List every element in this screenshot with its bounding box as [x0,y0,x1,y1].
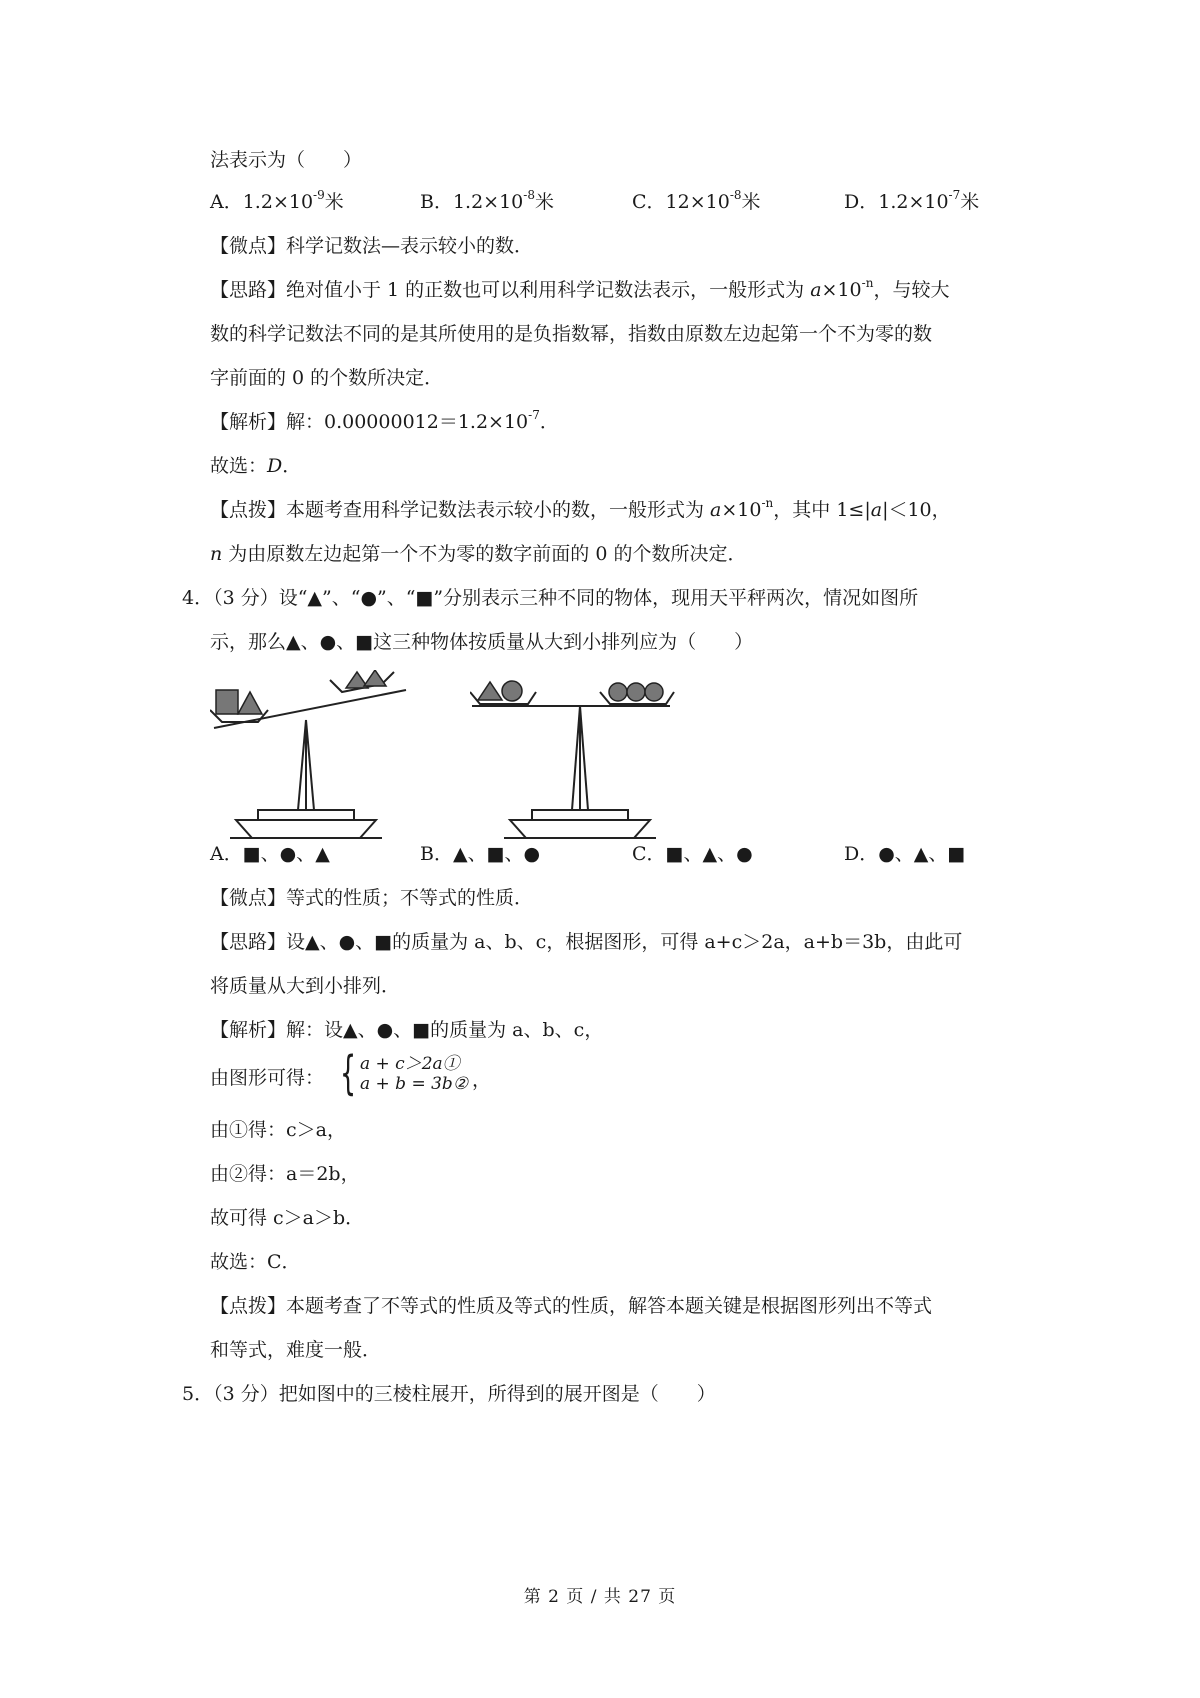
q4-weidian: 【微点】等式的性质；不等式的性质． [210,887,534,909]
q5-stem: 5．（3 分）把如图中的三棱柱展开，所得到的展开图是（ ） [182,1383,716,1405]
q4-stem-line1: 4．（3 分）设“▲”、“●”、“■”分别表示三种不同的物体，现用天平秤两次，情况如图所 [182,587,919,609]
q4-system-eq1: a + c＞2a① [360,1054,460,1074]
q4-stem-line2: 示，那么▲、●、■这三种物体按质量从大到小排列应为（ ） [210,631,754,653]
q4-system-label: 由图形可得： [210,1067,325,1089]
q4-option-a: A．■、●、▲ [210,843,330,865]
square-weight [216,690,238,714]
circle-weight [609,683,627,701]
q4-dianbo-line1: 【点拨】本题考查了不等式的性质及等式的性质，解答本题关键是根据图形列出不等式 [210,1295,933,1317]
q4-option-d: D．●、▲、■ [844,843,966,865]
q4-dianbo-line2: 和等式，难度一般． [210,1339,382,1361]
q3-option-c: C．$12\times 10^{-8}$米 [632,188,761,213]
q4-step3: 故可得 c＞a＞b． [210,1207,365,1229]
circle-weight [627,683,645,701]
q3-silu-line2: 数的科学记数法不同的是其所使用的是负指数幂，指数由原数左边起第一个不为零的数 [210,323,933,345]
q3-option-b: B．$1.2\times 10^{-8}$米 [420,188,554,213]
triangle-weight [478,682,502,700]
q3-weidian: 【微点】科学记数法—表示较小的数． [210,235,534,257]
q4-guxuan: 故选：C． [210,1251,301,1273]
q4-silu-line1: 【思路】设▲、●、■的质量为 a、b、c，根据图形，可得 a+c＞2a，a+b＝3b，由此可 [210,931,963,953]
q3-stem-tail: 法表示为（ ） [210,149,363,171]
q3-dianbo-line1: 【点拨】本题考查用科学记数法表示较小的数，一般形式为 $a\times 10^{-n}$，其中 1≤|a|＜10， [210,496,951,521]
circle-weight [645,683,663,701]
q3-silu-line3: 字前面的 0 的个数所决定． [210,367,444,389]
q4-option-c: C．■、▲、● [632,843,753,865]
q4-silu-line2: 将质量从大到小排列． [210,975,401,997]
triangle-weight [238,692,262,714]
q4-system-tail: ， [472,1069,492,1091]
balance-scale-figure-2 [470,670,690,840]
q4-options [210,840,1050,868]
q4-jiexi: 【解析】解：设▲、●、■的质量为 a、b、c， [210,1019,604,1041]
q4-step2: 由②得：a＝2b， [210,1163,360,1185]
q3-option-d: D．$1.2\times 10^{-7}$米 [844,188,980,213]
page-footer: 第 2 页 / 共 27 页 [523,1587,677,1607]
balance-scale-figure-1 [210,670,430,840]
brace-symbol: { [340,1046,357,1100]
q3-silu-line1: 【思路】绝对值小于 1 的正数也可以利用科学记数法表示，一般形式为 $a\times 10^{-n}$，与较大 [210,276,950,301]
q3-guxuan: 故选：D． [210,455,302,477]
q4-option-b: B．▲、■、● [420,843,541,865]
circle-weight [502,681,522,701]
triangle-weight [364,670,386,686]
q3-options [210,188,1050,216]
q3-dianbo-line2: n 为由原数左边起第一个不为零的数字前面的 0 的个数所决定． [210,543,747,565]
q3-option-a: A．$1.2\times 10^{-9}$米 [210,188,344,213]
q4-system-eq2: a + b = 3b② [360,1074,469,1094]
q3-jiexi: 【解析】解：$0.00000012=1.2\times 10^{-7}$． [210,408,559,433]
q4-step1: 由①得：c＞a， [210,1119,346,1141]
